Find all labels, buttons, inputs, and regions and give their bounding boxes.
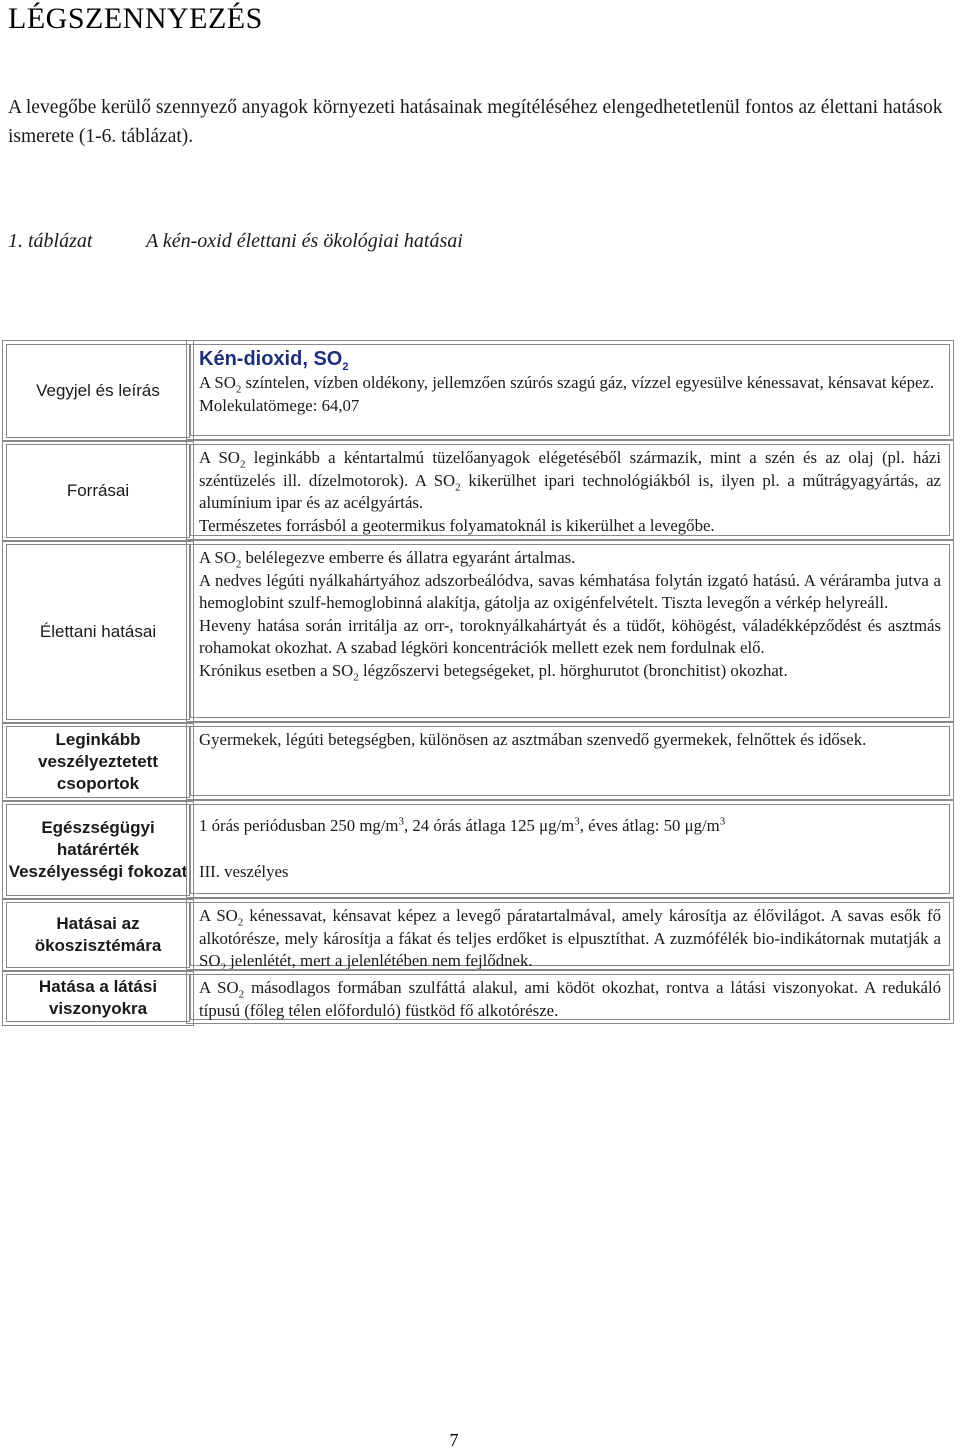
physiological-p3: Heveny hatása során irritálja az orr-, toroknyálkahártyát és a tüdőt, köhögést, váladékképződést és asztmás rohamokat okozhat. A szabad légköri koncentrációk mellett ezek nem fordulnak elő. — [199, 615, 941, 657]
limit-values: 1 órás periódusban 250 $mg/m^3$, 24 órás átlaga 125 $\mu g/m^3$, éves átlag: 50 $\mu g/m^3$ — [199, 815, 726, 835]
table-caption-number: 1. táblázat — [8, 230, 93, 252]
at-risk-text: Gyermekek, légúti betegségben, különösen az asztmában szenvedő gyermekek, felnőttek és idősek. — [199, 730, 867, 749]
table-caption — [8, 230, 463, 253]
cell-sources — [190, 444, 950, 536]
intro-paragraph: A levegőbe kerülő szennyező anyagok környezeti hatásainak megítéléséhez elengedhetetlenül fontos az élettani hatások ismerete (1-6. táblázat). — [8, 97, 943, 147]
label-visibility: Hatása a látási viszonyokra — [6, 974, 190, 1022]
label-sources: Forrásai — [6, 444, 190, 538]
cell-description — [190, 344, 950, 436]
cell-at-risk — [190, 726, 950, 796]
sources-natural: Természetes forrásból a geotermikus folyamatoknál is kikerülhet a levegőbe. — [199, 515, 715, 535]
page-number: 7 — [449, 1430, 459, 1450]
description-text: A $SO_2$ színtelen, vízben oldékony, jellemzően szúrós szagú gáz, vízzel egyesülve kénessavat, kénsavat képez. — [199, 373, 935, 396]
label-ecosystem: Hatásai az ökoszisztémára — [6, 902, 190, 968]
page-title: LÉGSZENNYEZÉS — [8, 2, 263, 35]
physiological-p2: A nedves légúti nyálkahártyához adszorbeálódva, savas kémhatása folytán izgató hatású. A véráramba jutva a hemoglobint szulf-hemoglobinná alakítja, gátolja az oxigénfelvételt. Tiszta levegőn a vérkép helyreáll. — [199, 570, 941, 612]
sources-text: A $SO_2$ leginkább a kéntartalmú tüzelőanyagok elégetéséből származik, mint a szén és az olaj (pl. házi széntüzelés ill. dízelmotorok). A $SO_2$ kikerülhet ipari technológiákból is, ilyen pl. a műtrágyagyártás, az alumínium ipar és az acélgyártás. — [199, 448, 942, 512]
hazard-class: III. veszélyes — [199, 861, 289, 881]
cell-limit — [190, 804, 950, 894]
label-at-risk: Leginkább veszélyeztetett csoportok — [6, 726, 190, 798]
label-physiological: Élettani hatásai — [6, 544, 190, 720]
label-description: Vegyjel és leírás — [6, 344, 190, 438]
cell-visibility — [190, 974, 950, 1020]
physiological-p4: Krónikus esetben a $SO_2$ légzőszervi betegségeket, pl. hörghurutot (bronchitist) okozhat. — [199, 660, 788, 683]
table-caption-title: A kén-oxid élettani és ökológiai hatásai — [146, 230, 463, 252]
visibility-text: A $SO_2$ másodlagos formában szulfáttá alakul, ami ködöt okozhat, rontva a látási viszonyokat. A redukáló típusú (főleg télen előforduló) füstköd fő alkotórésze. — [199, 978, 941, 1020]
physiological-p1: A $SO_2$ belélegezve emberre és állatra egyaránt ártalmas. — [199, 548, 576, 571]
compound-heading: Kén-dioxid, $SO_2$ — [199, 348, 349, 373]
cell-physiological — [190, 544, 950, 718]
ecosystem-text: A $SO_2$ kénessavat, kénsavat képez a levegő páratartalmával, amely károsítja az élővilágot. A savas esők fő alkotórésze, mely károsítja a fákat és teljes erdőket is elpusztíthat. A zuzmófélék bio-indikátornak mutatják a $SO_2$ jelenlétét, mert a jelenlétében nem fejlődnek. — [199, 906, 941, 974]
label-limit: Egészségügyi határérték Veszélyességi fokozat — [6, 804, 190, 896]
cell-ecosystem — [190, 902, 950, 974]
molecular-weight: Molekulatömege: 64,07 — [199, 395, 360, 415]
